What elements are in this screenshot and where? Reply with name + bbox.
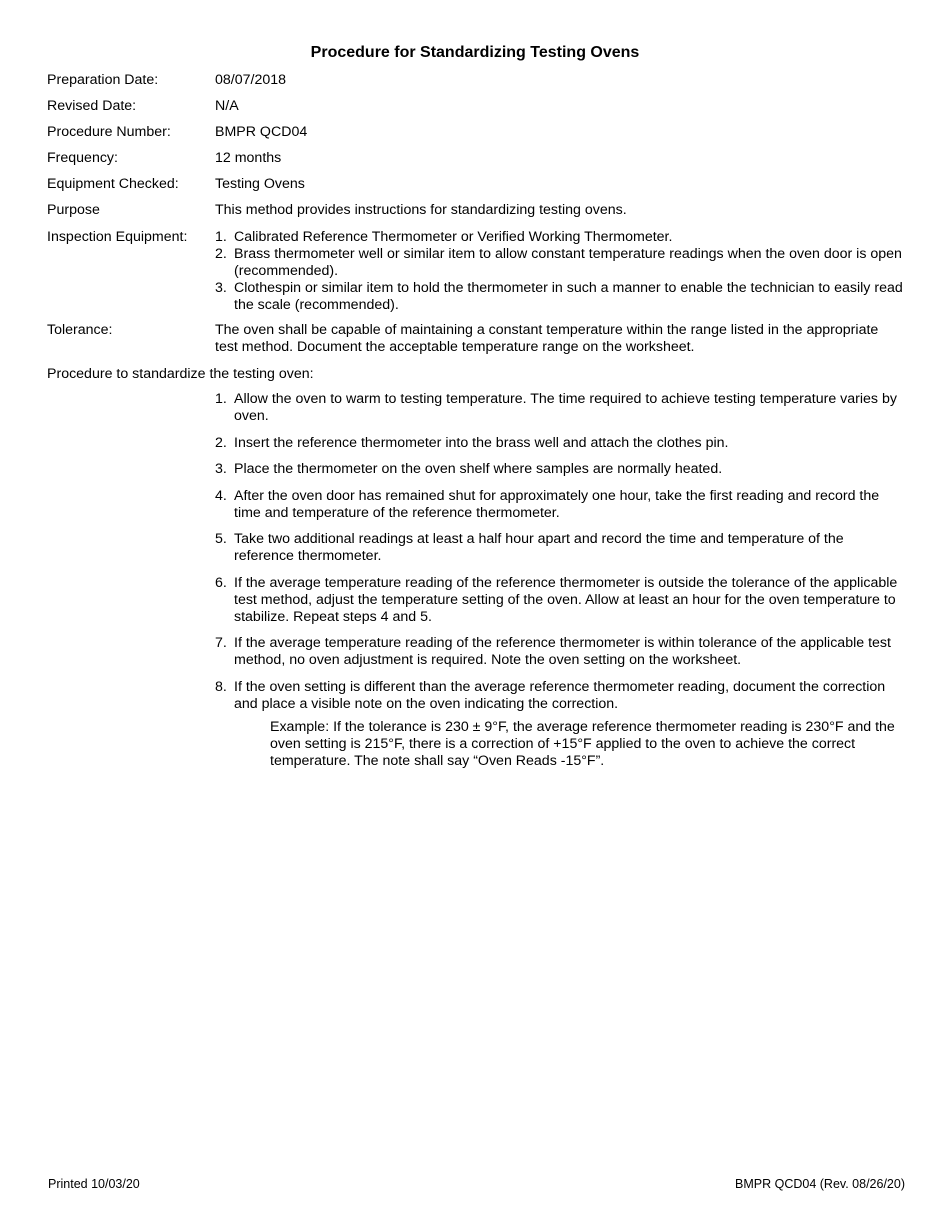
list-item-number: 2. [215,246,227,262]
field-value: The oven shall be capable of maintaining a constant temperature within the range listed in the appropriate test method. Document the acceptable temperature range on the worksheet. [215,322,879,355]
step-text: Allow the oven to warm to testing temperature. The time required to achieve testing temperature varies by oven. [234,391,897,424]
procedure-step [215,461,907,478]
procedure-step [215,575,907,626]
field-label: Inspection Equipment: [47,229,188,245]
step-number: 3. [215,461,227,477]
step-number: 6. [215,574,227,591]
step-number: 1. [215,391,227,407]
step-number: 4. [215,487,227,504]
procedure-heading: Procedure to standardize the testing oven: [47,366,314,382]
list-item-text: Brass thermometer well or similar item to allow constant temperature readings when the oven door is open (recommended). [234,246,902,279]
field-value: This method provides instructions for standardizing testing ovens. [215,202,627,218]
procedure-step [215,679,907,713]
list-item [215,280,905,314]
procedure-step [215,435,907,452]
page-title: Procedure for Standardizing Testing Ovens [310,44,640,61]
list-item [215,229,905,246]
field-value: Testing Ovens [215,176,305,192]
correction-example: Example: If the tolerance is 230 ± 9°F, the average reference thermometer reading is 230°F and the oven setting is 215°F, there is a correction of +15°F applied to the oven to achieve the correct temperature. The note shall say “Oven Reads -15°F”. [270,719,895,769]
field-label: Frequency: [47,150,118,166]
step-text: If the average temperature reading of the reference thermometer is within tolerance of the applicable test method, no oven adjustment is required. Note the oven setting on the worksheet. [234,635,891,668]
field-value: BMPR QCD04 [215,124,308,140]
field-label: Revised Date: [47,98,137,114]
list-item-number: 3. [215,280,227,296]
step-number: 2. [215,434,227,451]
list-item-text: Calibrated Reference Thermometer or Verified Working Thermometer. [234,229,673,245]
procedure-step [215,391,907,425]
list-item-number: 1. [215,229,227,245]
list-item [215,246,905,280]
field-value: 12 months [215,150,282,166]
footer-printed-date: Printed 10/03/20 [48,1177,140,1191]
step-number: 7. [215,635,227,651]
procedure-step [215,531,907,565]
step-text: Place the thermometer on the oven shelf where samples are normally heated. [234,461,723,477]
field-label: Equipment Checked: [47,176,179,192]
field-value: N/A [215,98,239,114]
field-label: Preparation Date: [47,72,159,88]
step-text: After the oven door has remained shut for approximately one hour, take the first reading and record the time and temperature of the reference thermometer. [234,487,880,521]
procedure-steps [215,391,907,722]
inspection-equipment-list [215,229,905,314]
step-number: 5. [215,531,227,547]
procedure-step [215,488,907,522]
step-text: Insert the reference thermometer into the brass well and attach the clothes pin. [234,434,729,451]
footer-document-reference: BMPR QCD04 (Rev. 08/26/20) [735,1177,905,1191]
field-label: Purpose [47,202,100,218]
step-text: If the average temperature reading of the reference thermometer is outside the tolerance of the applicable test method, adjust the temperature setting of the oven. Allow at least an hour for the oven temperature to stabilize. Repeat steps 4 and 5. [234,574,898,625]
step-text: If the oven setting is different than the average reference thermometer reading, document the correction and place a visible note on the oven indicating the correction. [234,678,886,712]
step-text: Take two additional readings at least a half hour apart and record the time and temperature of the reference thermometer. [234,531,844,564]
procedure-step [215,635,907,669]
step-number: 8. [215,678,227,695]
field-label: Procedure Number: [47,124,171,140]
field-value: 08/07/2018 [215,72,287,88]
field-label: Tolerance: [47,322,113,338]
list-item-text: Clothespin or similar item to hold the thermometer in such a manner to enable the technician to easily read the scale (recommended). [234,280,903,313]
